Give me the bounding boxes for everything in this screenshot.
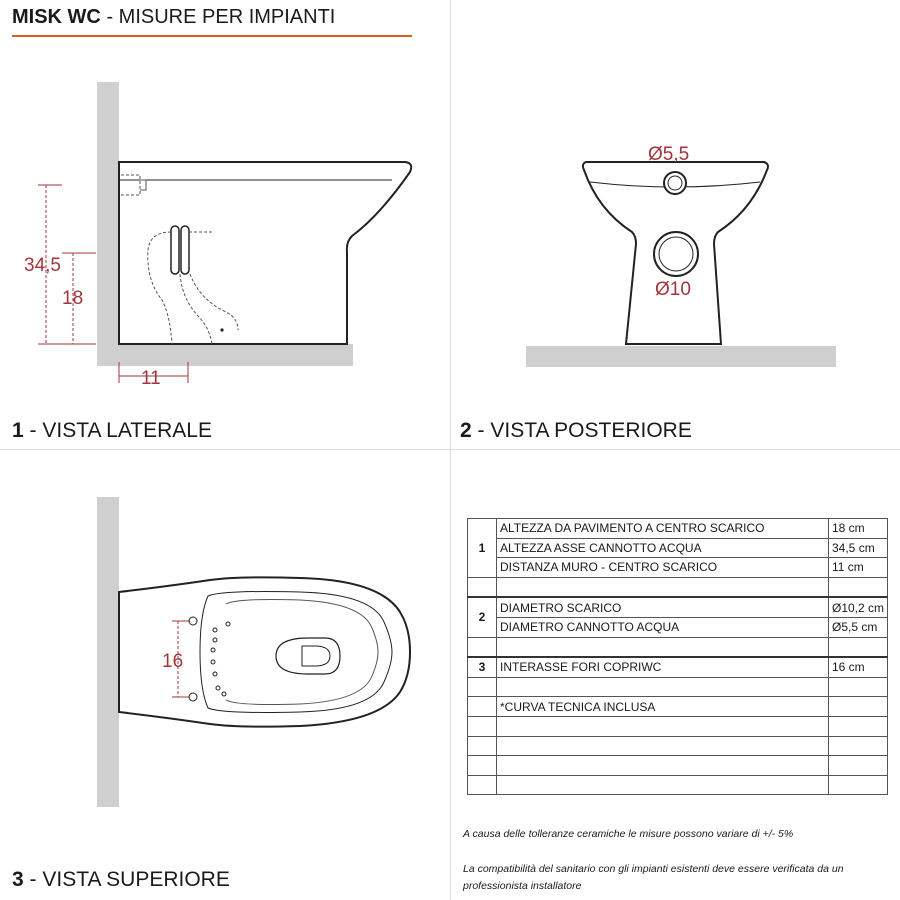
table-row — [468, 736, 888, 756]
compatibility-note: La compatibilità del sanitario con gli impianti esistenti deve essere verificata da un professionista installatore — [463, 863, 844, 892]
table-group-number: 3 — [468, 657, 497, 677]
section-label-top — [12, 868, 230, 892]
top-view-drawing — [97, 497, 410, 807]
table-group-number: 2 — [468, 597, 497, 637]
table-cell-description: *CURVA TECNICA INCLUSA — [497, 697, 829, 717]
table-row — [468, 677, 888, 697]
spec-table — [467, 518, 888, 795]
rear-drain — [654, 232, 698, 276]
table-cell-description — [497, 677, 829, 697]
dim-rear-water-inlet: Ø5,5 — [648, 144, 690, 165]
table-row — [468, 716, 888, 736]
table-row — [468, 597, 888, 617]
table-cell-description: INTERASSE FORI COPRIWC — [497, 657, 829, 677]
table-cell-description: ALTEZZA ASSE CANNOTTO ACQUA — [497, 538, 829, 558]
table-cell-description — [497, 637, 829, 657]
table-cell-value: Ø10,2 cm — [829, 597, 888, 617]
table-group-number — [468, 577, 497, 597]
top-wall — [97, 497, 119, 807]
table-group-number — [468, 756, 497, 776]
table-row — [468, 637, 888, 657]
section-number-top: 3 — [12, 868, 24, 891]
table-cell-value — [829, 736, 888, 756]
rear-view-drawing — [526, 144, 836, 367]
table-group-number — [468, 716, 497, 736]
section-text-rear: - VISTA POSTERIORE — [477, 419, 692, 442]
section-label-side — [12, 419, 212, 443]
table-cell-description: ALTEZZA DA PAVIMENTO A CENTRO SCARICO — [497, 519, 829, 539]
section-text-top: - VISTA SUPERIORE — [29, 868, 230, 891]
table-row — [468, 617, 888, 637]
dim-rear-drain: Ø10 — [655, 279, 691, 300]
section-text-side: - VISTA LATERALE — [29, 419, 212, 442]
side-wall — [97, 82, 119, 346]
dim-side-drain-height: 18 — [62, 288, 84, 309]
table-cell-value: 34,5 cm — [829, 538, 888, 558]
table-row — [468, 577, 888, 597]
table-row — [468, 756, 888, 776]
table-cell-value: Ø5,5 cm — [829, 617, 888, 637]
dim-top-seat-holes: 16 — [162, 651, 184, 672]
table-group-number — [468, 677, 497, 697]
section-number-rear: 2 — [460, 419, 472, 442]
table-cell-description — [497, 716, 829, 736]
table-cell-value — [829, 756, 888, 776]
table-cell-description — [497, 736, 829, 756]
table-cell-value — [829, 637, 888, 657]
product-name: MISK WC — [12, 6, 101, 28]
side-toilet-outline — [119, 162, 411, 344]
section-label-rear — [460, 419, 692, 443]
side-floor — [97, 344, 353, 366]
table-group-number — [468, 736, 497, 756]
table-cell-value — [829, 775, 888, 795]
table-group-number — [468, 637, 497, 657]
rear-floor — [526, 346, 836, 367]
table-row — [468, 538, 888, 558]
table-cell-value — [829, 677, 888, 697]
table-cell-value: 18 cm — [829, 519, 888, 539]
rear-water-inlet — [664, 172, 686, 194]
table-cell-description — [497, 775, 829, 795]
table-cell-value: 11 cm — [829, 558, 888, 578]
page-subtitle: - MISURE PER IMPIANTI — [106, 6, 336, 28]
section-number-side: 1 — [12, 419, 24, 442]
table-cell-description: DIAMETRO CANNOTTO ACQUA — [497, 617, 829, 637]
table-group-number — [468, 697, 497, 717]
table-cell-value — [829, 697, 888, 717]
table-row — [468, 775, 888, 795]
table-cell-description: DISTANZA MURO - CENTRO SCARICO — [497, 558, 829, 578]
table-row — [468, 558, 888, 578]
table-cell-description: DIAMETRO SCARICO — [497, 597, 829, 617]
dim-side-wall-distance: 11 — [141, 368, 161, 389]
table-cell-description — [497, 577, 829, 597]
table-group-number — [468, 775, 497, 795]
table-cell-value: 16 cm — [829, 657, 888, 677]
dim-side-total-height: 34,5 — [24, 255, 61, 276]
table-cell-description — [497, 756, 829, 776]
tolerance-note: A causa delle tolleranze ceramiche le misure possono variare di +/- 5% — [463, 828, 794, 840]
table-row — [468, 657, 888, 677]
table-row — [468, 519, 888, 539]
table-cell-value — [829, 577, 888, 597]
side-view-drawing — [24, 82, 411, 389]
table-row — [468, 697, 888, 717]
table-cell-value — [829, 716, 888, 736]
table-group-number: 1 — [468, 519, 497, 578]
